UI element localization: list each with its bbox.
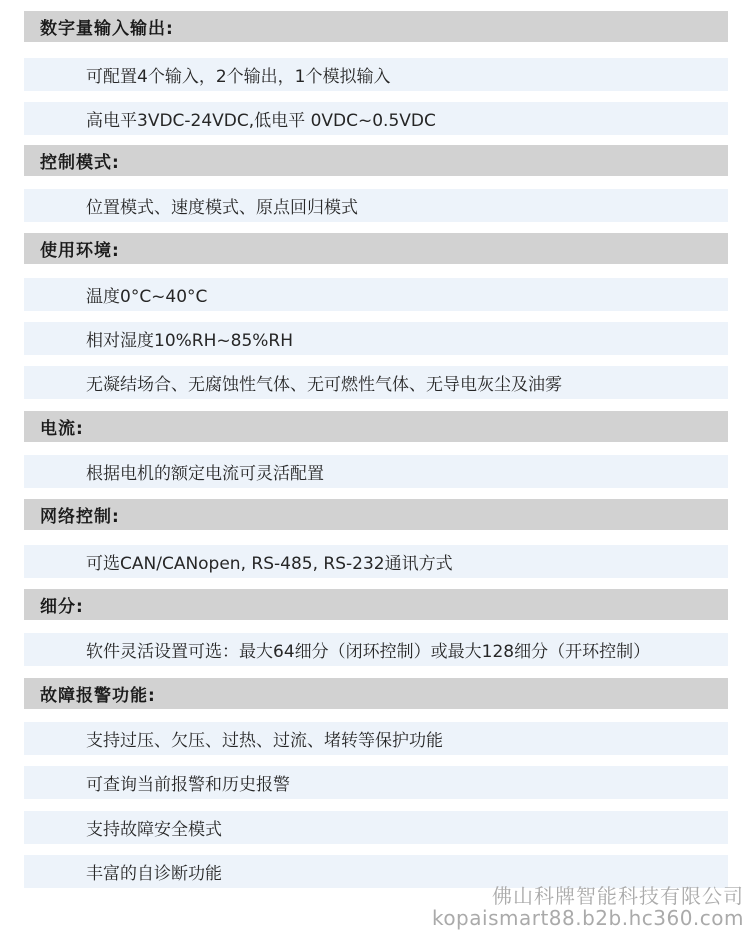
spec-item-temperature: 温度0°C~40°C [24, 278, 728, 311]
section-header-control-mode: 控制模式: [24, 145, 728, 176]
section-header-fault-alarm: 故障报警功能: [24, 678, 728, 709]
spec-item-protection: 支持过压、欠压、过热、过流、堵转等保护功能 [24, 722, 728, 755]
spec-item-current-config: 根据电机的额定电流可灵活配置 [24, 455, 728, 488]
spec-item-alarm-history: 可查询当前报警和历史报警 [24, 766, 728, 799]
section-header-digital-io: 数字量输入输出: [24, 11, 728, 42]
section-header-current: 电流: [24, 411, 728, 442]
spec-item-communication: 可选CAN/CANopen, RS-485, RS-232通讯方式 [24, 545, 728, 578]
spec-item-io-config: 可配置4个输入，2个输出，1个模拟输入 [24, 58, 728, 91]
spec-item-conditions: 无凝结场合、无腐蚀性气体、无可燃性气体、无导电灰尘及油雾 [24, 366, 728, 399]
section-header-microstep: 细分: [24, 589, 728, 620]
watermark [432, 886, 744, 929]
spec-item-control-modes: 位置模式、速度模式、原点回归模式 [24, 189, 728, 222]
spec-item-failsafe: 支持故障安全模式 [24, 811, 728, 844]
watermark-company: 佛山科牌智能科技有限公司 [492, 884, 744, 908]
spec-item-microstep-settings: 软件灵活设置可选：最大64细分（闭环控制）或最大128细分（开环控制） [24, 633, 728, 666]
section-header-network-control: 网络控制: [24, 499, 728, 530]
spec-sheet [24, 0, 728, 935]
spec-item-io-levels: 高电平3VDC-24VDC,低电平 0VDC~0.5VDC [24, 102, 728, 135]
spec-item-humidity: 相对湿度10%RH~85%RH [24, 322, 728, 355]
section-header-environment: 使用环境: [24, 233, 728, 264]
watermark-url: kopaismart88.b2b.hc360.com [431, 905, 744, 930]
spec-item-self-diagnosis: 丰富的自诊断功能 [24, 855, 728, 888]
